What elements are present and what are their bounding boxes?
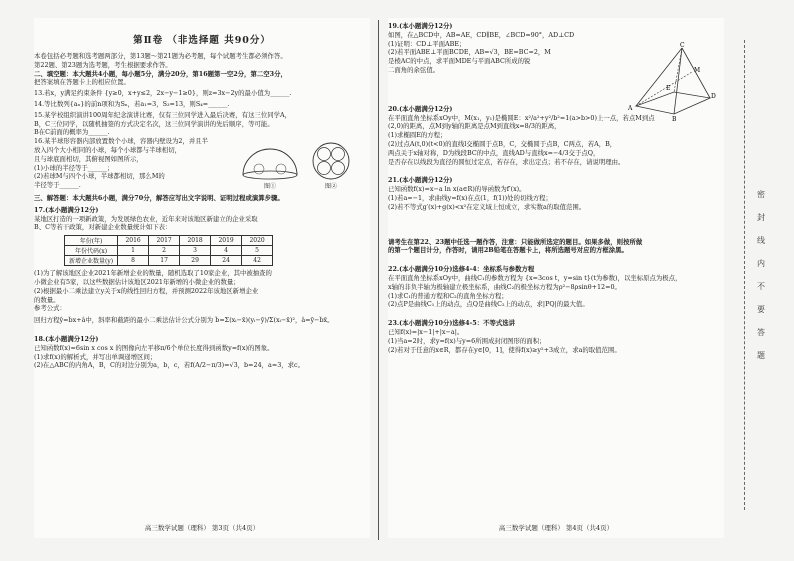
- table-cell: 5: [242, 246, 273, 256]
- table-cell: 2016: [118, 236, 149, 246]
- question-21-line: 已知函数f(x)=x−a ln x(a∈R)的导函数为f′(x)。: [388, 185, 526, 194]
- hemisphere-figure: [239, 145, 301, 181]
- seal-label: 不: [757, 282, 765, 291]
- question-19-line: 是棱AC的中点，求平面MDE与平面ABC所成的锐: [388, 57, 531, 66]
- question-16-line: 且与球底面相切，其俯视图如图所示，: [34, 154, 143, 163]
- question-17-line: B、C等若干政策，对新建企业数量统计如下表：: [34, 223, 172, 232]
- question-21-line: (1)若a=−1，求曲线y=f(x)在点(1，f(1))处的切线方程；: [388, 193, 552, 202]
- question-17-line: 某地区打造的一项新政策，为发展绿色农业，近年来对该地区新建立的企业采取: [34, 214, 258, 223]
- seal-label: 密: [757, 190, 765, 199]
- part2-heading: 二、填空题：本大题共4小题，每小题5分，满分20分，第16题第一空2分，第二空3分，: [34, 69, 287, 78]
- part2-note: 把答案填在答题卡上的相应位置。: [34, 78, 130, 87]
- figure-1-label: 图①: [263, 182, 276, 190]
- question-16-line: (2)若球M与四个小球，半球都相切，那么M的: [34, 172, 165, 181]
- part3-heading: 三、解答题：本大题共6小题，满分70分，解答应写出文字说明、证明过程或演算步骤。: [34, 193, 284, 202]
- point-label: D: [711, 93, 716, 100]
- table-cell: 8: [118, 256, 149, 266]
- question-19-text: [388, 31, 616, 75]
- top-view-figure: [311, 141, 351, 181]
- question-13: 13.若x，y满足约束条件 {y≥0，x+y≤2，2x−y−1≥0}，则z=3x−2y的最小值为______.: [34, 89, 292, 98]
- question-16-figures: [239, 137, 351, 190]
- table-cell: 新增企业数量(y): [65, 256, 118, 266]
- question-22-line: (1)求C₁的普通方程和C₂的直角坐标方程；: [388, 291, 508, 300]
- table-cell: 3: [180, 246, 211, 256]
- question-19-line: 如图，在△BCD中，AB=AE，CD∥BE，∠BCD=90°，AD⊥CD: [388, 30, 575, 39]
- question-23-line: 已知f(x)=|x−1|+|x−a|。: [388, 327, 464, 336]
- point-label: E: [666, 85, 671, 92]
- left-page-footer: 高三数学试题（理科） 第3页（共4页）: [144, 524, 260, 532]
- seal-label: 内: [757, 259, 765, 268]
- seal-label: 题: [757, 351, 765, 360]
- table-cell: 2017: [149, 236, 180, 246]
- question-19-line: (2)若平面ABE⊥平面BCDE，AB=√3，BE=BC=2，M: [388, 48, 551, 57]
- seal-label: 封: [757, 213, 765, 222]
- question-18-title: 18.(本小题满分12分): [34, 334, 99, 343]
- question-17-part: 小微企业有5家，以这些数据估计该地区2021年新增的小微企业的数量；: [34, 277, 240, 286]
- question-20-line: 是否存在以线段为直径的圆恒过定点，若存在，求出定点；若不存在，请说明理由。: [388, 157, 625, 166]
- point-label: C: [680, 42, 685, 49]
- question-18-line: (2)在△ABC的内角A，B，C的对边分别为a，b，c，若f(A/2−π/3)=√3，b=24，a=3，求c。: [34, 361, 305, 370]
- table-row: [65, 236, 273, 246]
- question-20-line: 两点关于x轴对称，D为线段BC的中点，直线AD与直线x=−4/3交于点Q，: [388, 148, 600, 157]
- question-22-line: (2)点P是曲线C₁上的动点，点Q是曲线C₂上的动点，求|PQ|的最大值。: [388, 300, 589, 309]
- question-17-part: 的数量。: [34, 295, 60, 304]
- section-title: 第Ⅱ卷 （非选择题 共90分）: [133, 35, 271, 46]
- question-21-title: 21.(本小题满分12分): [388, 176, 453, 185]
- point-label: M: [694, 67, 701, 74]
- question-16-block: [34, 137, 370, 190]
- table-cell: 年份代码(x): [65, 246, 118, 256]
- seal-label: 要: [757, 305, 765, 314]
- seal-line-labels: [754, 190, 768, 360]
- question-15-line: B在C前面的概率为______.: [34, 128, 110, 137]
- question-17-part: 参考公式：: [34, 304, 66, 313]
- elective-note: 请考生在第22、23题中任选一题作答，注意：只能做所选定的题目。如果多做，则按所做: [388, 237, 643, 246]
- point-label: A: [628, 105, 633, 112]
- page-divider: [378, 20, 379, 540]
- figure-1: [239, 145, 301, 190]
- table-cell: 24: [211, 256, 242, 266]
- table-cell: 2019: [211, 236, 242, 246]
- point-label: B: [672, 116, 677, 122]
- figure-2-label: 图②: [324, 182, 337, 190]
- question-18-line: (1)求f(x)的解析式，并写出单调递增区间；: [34, 352, 157, 361]
- table-row: [65, 246, 273, 256]
- pyramid-figure: [622, 42, 718, 122]
- table-cell: 2: [149, 246, 180, 256]
- figure-2: [311, 141, 351, 190]
- question-23-line: (2)若对于任意的x∈R，都存在y∈[0，1]，使得f(x)≥y²+3成立，求a的取值范围。: [388, 345, 621, 354]
- question-22-line: x轴的非负半轴为极轴建立极坐标系，曲线C₂的极坐标方程为ρ²−8ρsinθ+12=0。: [388, 282, 621, 291]
- question-16-line: 放入四个大小相同的小球，每个小球都与半球相切，: [34, 145, 181, 154]
- question-17-title: 17.(本小题满分12分): [34, 205, 99, 214]
- question-21-line: (2)若不等式g′(x)+g(x)<x²在定义域上恒成立，求实数a的取值范围。: [388, 202, 586, 211]
- question-22-title: 22.(本小题满分10分)选修4-4：坐标系与参数方程: [388, 265, 535, 274]
- seal-line: [744, 40, 746, 510]
- question-16-line: 半径等于______.: [34, 181, 81, 190]
- question-17-part: (2)根据最小二乘法建立y关于x的线性回归方程，并预测2022年该地区新增企业: [34, 286, 259, 295]
- table-cell: 42: [242, 256, 273, 266]
- question-15-line: 15.某学校组织演讲100周年纪念演讲比赛，仅有三位同学进入最后决赛，有这三位同学A，: [34, 110, 292, 119]
- seal-label: 线: [757, 236, 765, 245]
- table-cell: 1: [118, 246, 149, 256]
- table-cell: 年份(年): [65, 236, 118, 246]
- left-page: [34, 18, 370, 538]
- question-18-line: 已知函数f(x)=6sin x cos x 的图像向左平移π/6个单位长度得到函数y=f(x)的图象。: [34, 343, 274, 352]
- question-20-line: (2)过点A(t,0)(t<0)的直线l交椭圆于点B，C，交椭圆于点B，C两点，若A，B，: [388, 139, 617, 148]
- question-16-line: (1)小球的半径等于______；: [34, 163, 114, 172]
- question-23-title: 23.(本小题满分10分)选修4-5：不等式选讲: [388, 319, 516, 328]
- question-19-line: (1)证明：CD⊥平面ABE；: [388, 39, 466, 48]
- question-15-line: B，C三位同学，以随机抽签的方式决定名次，这三位同学演讲的先后顺序，等可能。: [34, 119, 274, 128]
- question-17-part: (1)为了解该地区企业2021年新增企业的数量，随机选取了10家企业，其中被抽查的: [34, 269, 272, 278]
- table-cell: 2020: [242, 236, 273, 246]
- question-22-line: 在平面直角坐标系xOy中，曲线C₁的参数方程为 {x=3cos t，y=sin t}(t为参数)，以坐标原点为极点，: [388, 273, 682, 282]
- table-row: [65, 256, 273, 266]
- elective-note: 的第一个题目计分，作答时，请用2B铅笔在答题卡上，将所选题号对应的方框涂黑。: [388, 246, 628, 255]
- question-19-title: 19.(本小题满分12分): [388, 22, 453, 30]
- intro-line-2: 第22题、第23题为选考题，考生根据要求作答。: [34, 60, 172, 69]
- intro-line-1: 本卷包括必考题和选考题两部分，第13题～第21题为必考题，每个试题考生都必须作答。: [34, 52, 287, 60]
- question-19-line: 二面角的余弦值。: [388, 65, 440, 74]
- question-20-line: 在平面直角坐标系xOy中，M(x₁，y₁)是椭圆E：x²/a²+y²/b²=1(a>b>0)上一点，若点M到点: [388, 113, 655, 122]
- right-page: [388, 18, 724, 538]
- question-20-title: 20.(本小题满分12分): [388, 104, 453, 113]
- table-cell: 29: [180, 256, 211, 266]
- seal-label: 答: [757, 328, 765, 337]
- table-cell: 2018: [180, 236, 211, 246]
- question-20-line: (1)求椭圆E的方程；: [388, 131, 447, 140]
- right-page-footer: 高三数学试题（理科） 第4页（共4页）: [498, 524, 614, 532]
- table-cell: 17: [149, 256, 180, 266]
- question-23-line: (1)当a=2时，求y=f(x)与y=6所围成封闭图形的面积；: [388, 336, 546, 345]
- question-17-formula: 回归方程ŷ=b̂x+â中，斜率和截距的最小二乘法估计公式分别为 b̂=Σ(xᵢ−x̄)(yᵢ−ȳ)/Σ(xᵢ−x̄)²，â=ȳ−b̂x̄。: [34, 316, 334, 325]
- question-20-line: (2,0)的距离，点M到y轴的距离是点M到直线x=8/3的距离，: [388, 122, 561, 131]
- question-16-line: 16.某半球形容器内部放置数个小球，容器内壁设为2，并且半: [34, 137, 208, 146]
- table-cell: 4: [211, 246, 242, 256]
- question-14: 14.等比数列{aₙ}的前n项和为Sₙ，若a₁=3，S₃=13，则S₄=______.: [34, 99, 230, 108]
- data-table: [64, 235, 273, 266]
